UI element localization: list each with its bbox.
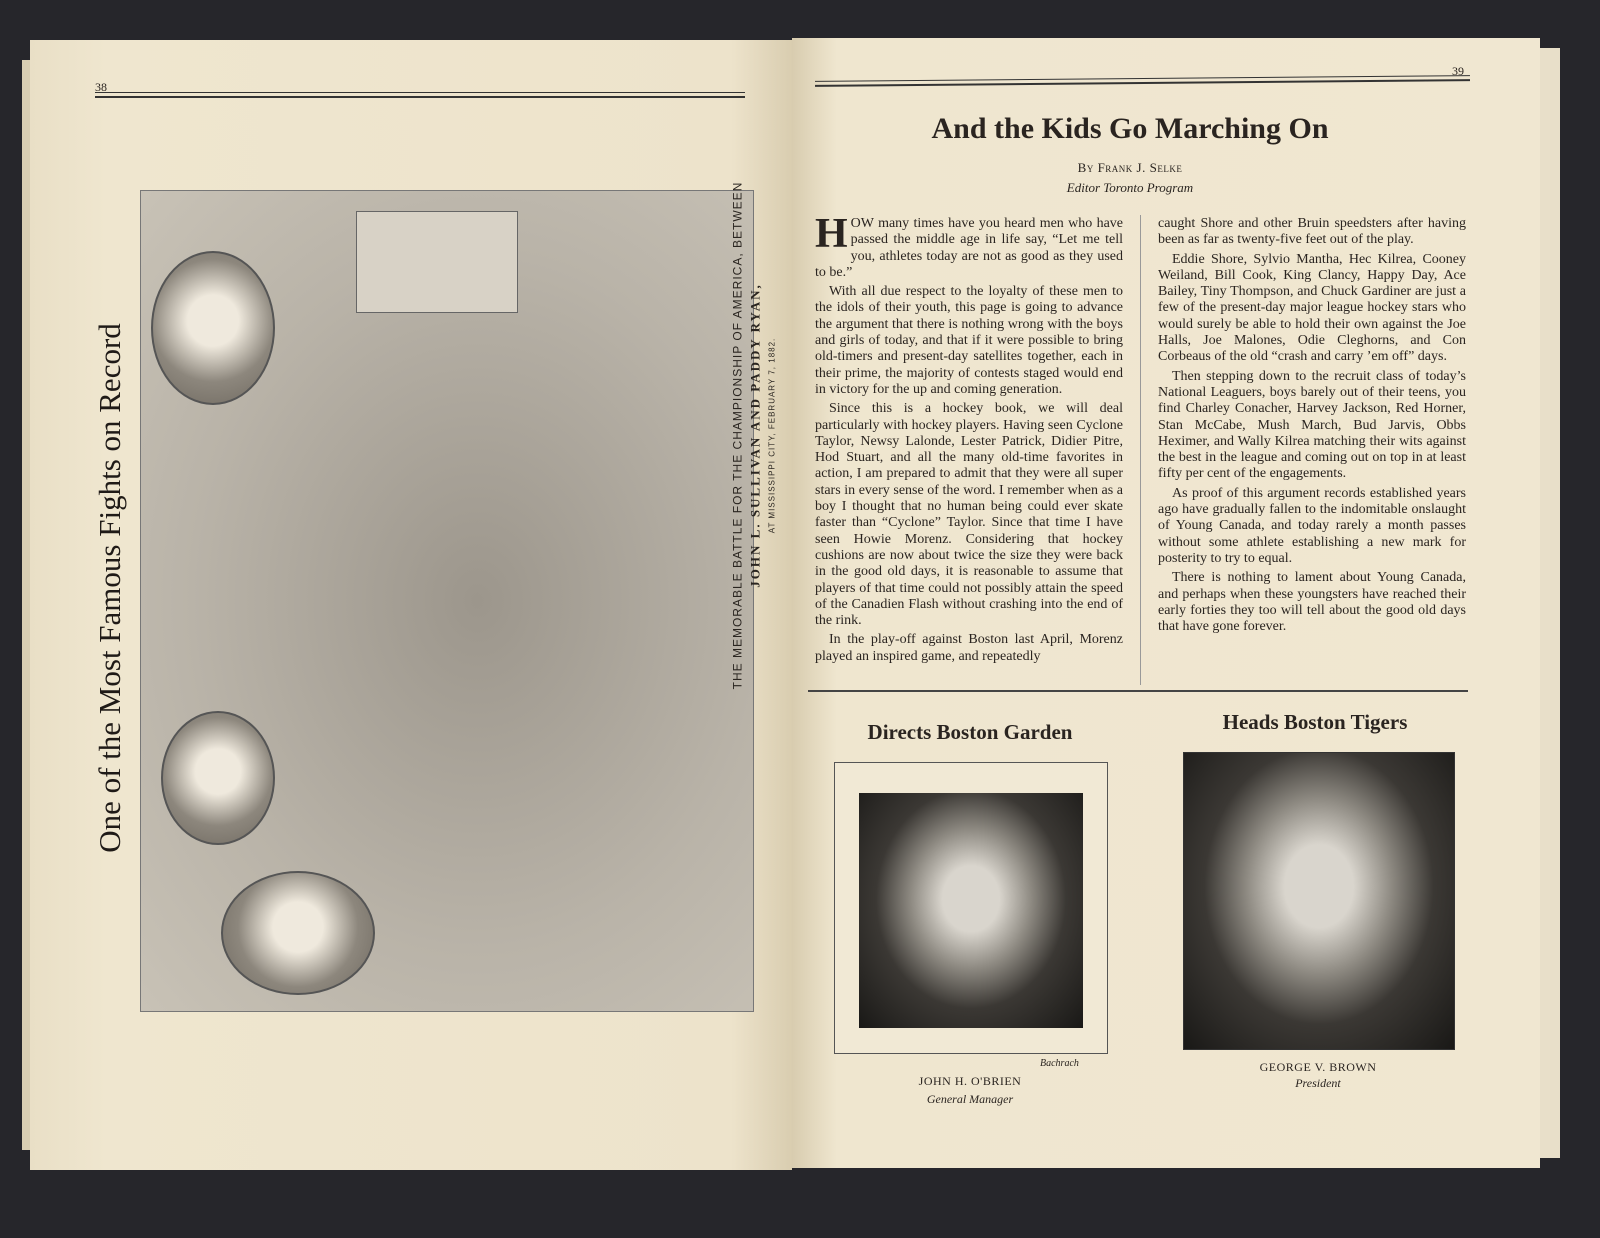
caption-line-1: THE MEMORABLE BATTLE FOR THE CHAMPIONSHIP OF AMERICA, BETWEEN xyxy=(730,181,745,690)
paragraph: There is nothing to lament about Young Canada, and perhaps when these youngsters have reached their early forties they too will tell about the good old days that have gone forever. xyxy=(1158,570,1466,635)
header-rule-left xyxy=(95,92,745,98)
section-rule xyxy=(808,690,1468,692)
paragraph: Then stepping down to the recruit class of today’s National Leaguers, boys barely out of their teens, you find Charley Conacher, Harvey Jackson, Red Horner, Stan McCabe, Mush March, Bud Jarvis, Obbs Heximer, and Wally Kilrea matching their wits against the best in the league and coming out on top in at least fifty per cent of the engagements. xyxy=(1158,368,1466,482)
photo-john-obrien xyxy=(859,793,1083,1028)
paragraph: As proof of this argument records established years ago have gradually fallen to the indomitable onslaught of Young Canada, and today rarely a month passes without some athlete establishing a new mark for posterity to try to equal. xyxy=(1158,485,1466,566)
photo-name-brown: GEORGE V. BROWN xyxy=(1259,1060,1377,1074)
paragraph-text: OW many times have you heard men who have passed the middle age in life say, “Let me tell you, athletes today are not as good as they used to be.” xyxy=(815,216,1123,280)
paragraph: Eddie Shore, Sylvio Mantha, Hec Kilrea, Cooney Weiland, Bill Cook, King Clancy, Happy Day, Ace Bailey, Tiny Thompson, and Chuck Gardiner are just a few of the present-day major league hockey stars who would surely be able to hold their own against the Joe Halls, Joe Malones, Odie Cleghorns, and Con Corbeaus of the old “crash and carry ’em off” days. xyxy=(1158,251,1466,365)
fight-illustration xyxy=(140,190,754,1012)
portrait-top-left xyxy=(151,251,275,405)
page-number-right: 39 xyxy=(1452,64,1464,78)
caption-line-3: AT MISSISSIPPI CITY, FEBRUARY 7, 1882. xyxy=(767,337,777,534)
photo-george-brown xyxy=(1183,752,1455,1050)
column-divider xyxy=(1140,215,1141,685)
paragraph: With all due respect to the loyalty of these men to the idols of their youth, this page is going to advance the argument that there is nothing wrong with the boys and girls of today, and that if it were possible to bring old-timers and present-day satellites together, each in their prime, the majority of contests staged would end in victory for the up and coming generation. xyxy=(815,284,1123,397)
page-number-left: 38 xyxy=(95,80,107,94)
portrait-top-right xyxy=(356,211,518,313)
article-column-2 xyxy=(1158,216,1466,638)
photo-frame-obrien xyxy=(834,762,1108,1054)
photo-role-brown: President xyxy=(1295,1076,1341,1090)
article-title: And the Kids Go Marching On xyxy=(931,112,1329,145)
photo-heading-brown: Heads Boston Tigers xyxy=(1222,710,1408,734)
paragraph: Since this is a hockey book, we will deal particularly with hockey players. Having seen Cyclone Taylor, Newsy Lalonde, Lester Patrick, Didier Pitre, Hod Stuart, and all the many old-time favorites in action, I am prepared to admit that they were all super stars in every sense of the word. I remember when as a boy I thought that no human being could ever skate faster than “Cyclone” Taylor. Since that time I have seen Howie Morenz. Considering that hockey cushions are now about twice the size they were back in the good old days, it is reasonable to assume that players of that time could not possibly attain the speed of the Canadien Flash without crashing into the end of the rink. xyxy=(815,401,1123,629)
photo-name-obrien: JOHN H. O'BRIEN xyxy=(918,1074,1022,1088)
article-byline: By Frank J. Selke xyxy=(1077,160,1183,175)
portrait-middle-left xyxy=(161,711,275,845)
author-role: Editor Toronto Program xyxy=(1066,180,1194,195)
article-column-1 xyxy=(815,211,1123,668)
photo-credit: Bachrach xyxy=(1040,1058,1079,1069)
photo-heading-obrien: Directs Boston Garden xyxy=(867,720,1073,744)
paragraph xyxy=(815,211,1123,281)
left-page-title: One of the Most Famous Fights on Record xyxy=(92,323,127,853)
paragraph: caught Shore and other Bruin speedsters after having been as far as twenty-five feet out of the play. xyxy=(1158,216,1466,248)
caption-line-2: JOHN L. SULLIVAN AND PADDY RYAN, xyxy=(747,283,763,588)
drop-cap: H xyxy=(815,211,848,257)
paragraph: In the play-off against Boston last April, Morenz played an inspired game, and repeatedly xyxy=(815,632,1123,664)
portrait-bottom-left xyxy=(221,871,375,995)
illustration-caption xyxy=(730,91,781,781)
photo-role-obrien: General Manager xyxy=(926,1092,1014,1106)
